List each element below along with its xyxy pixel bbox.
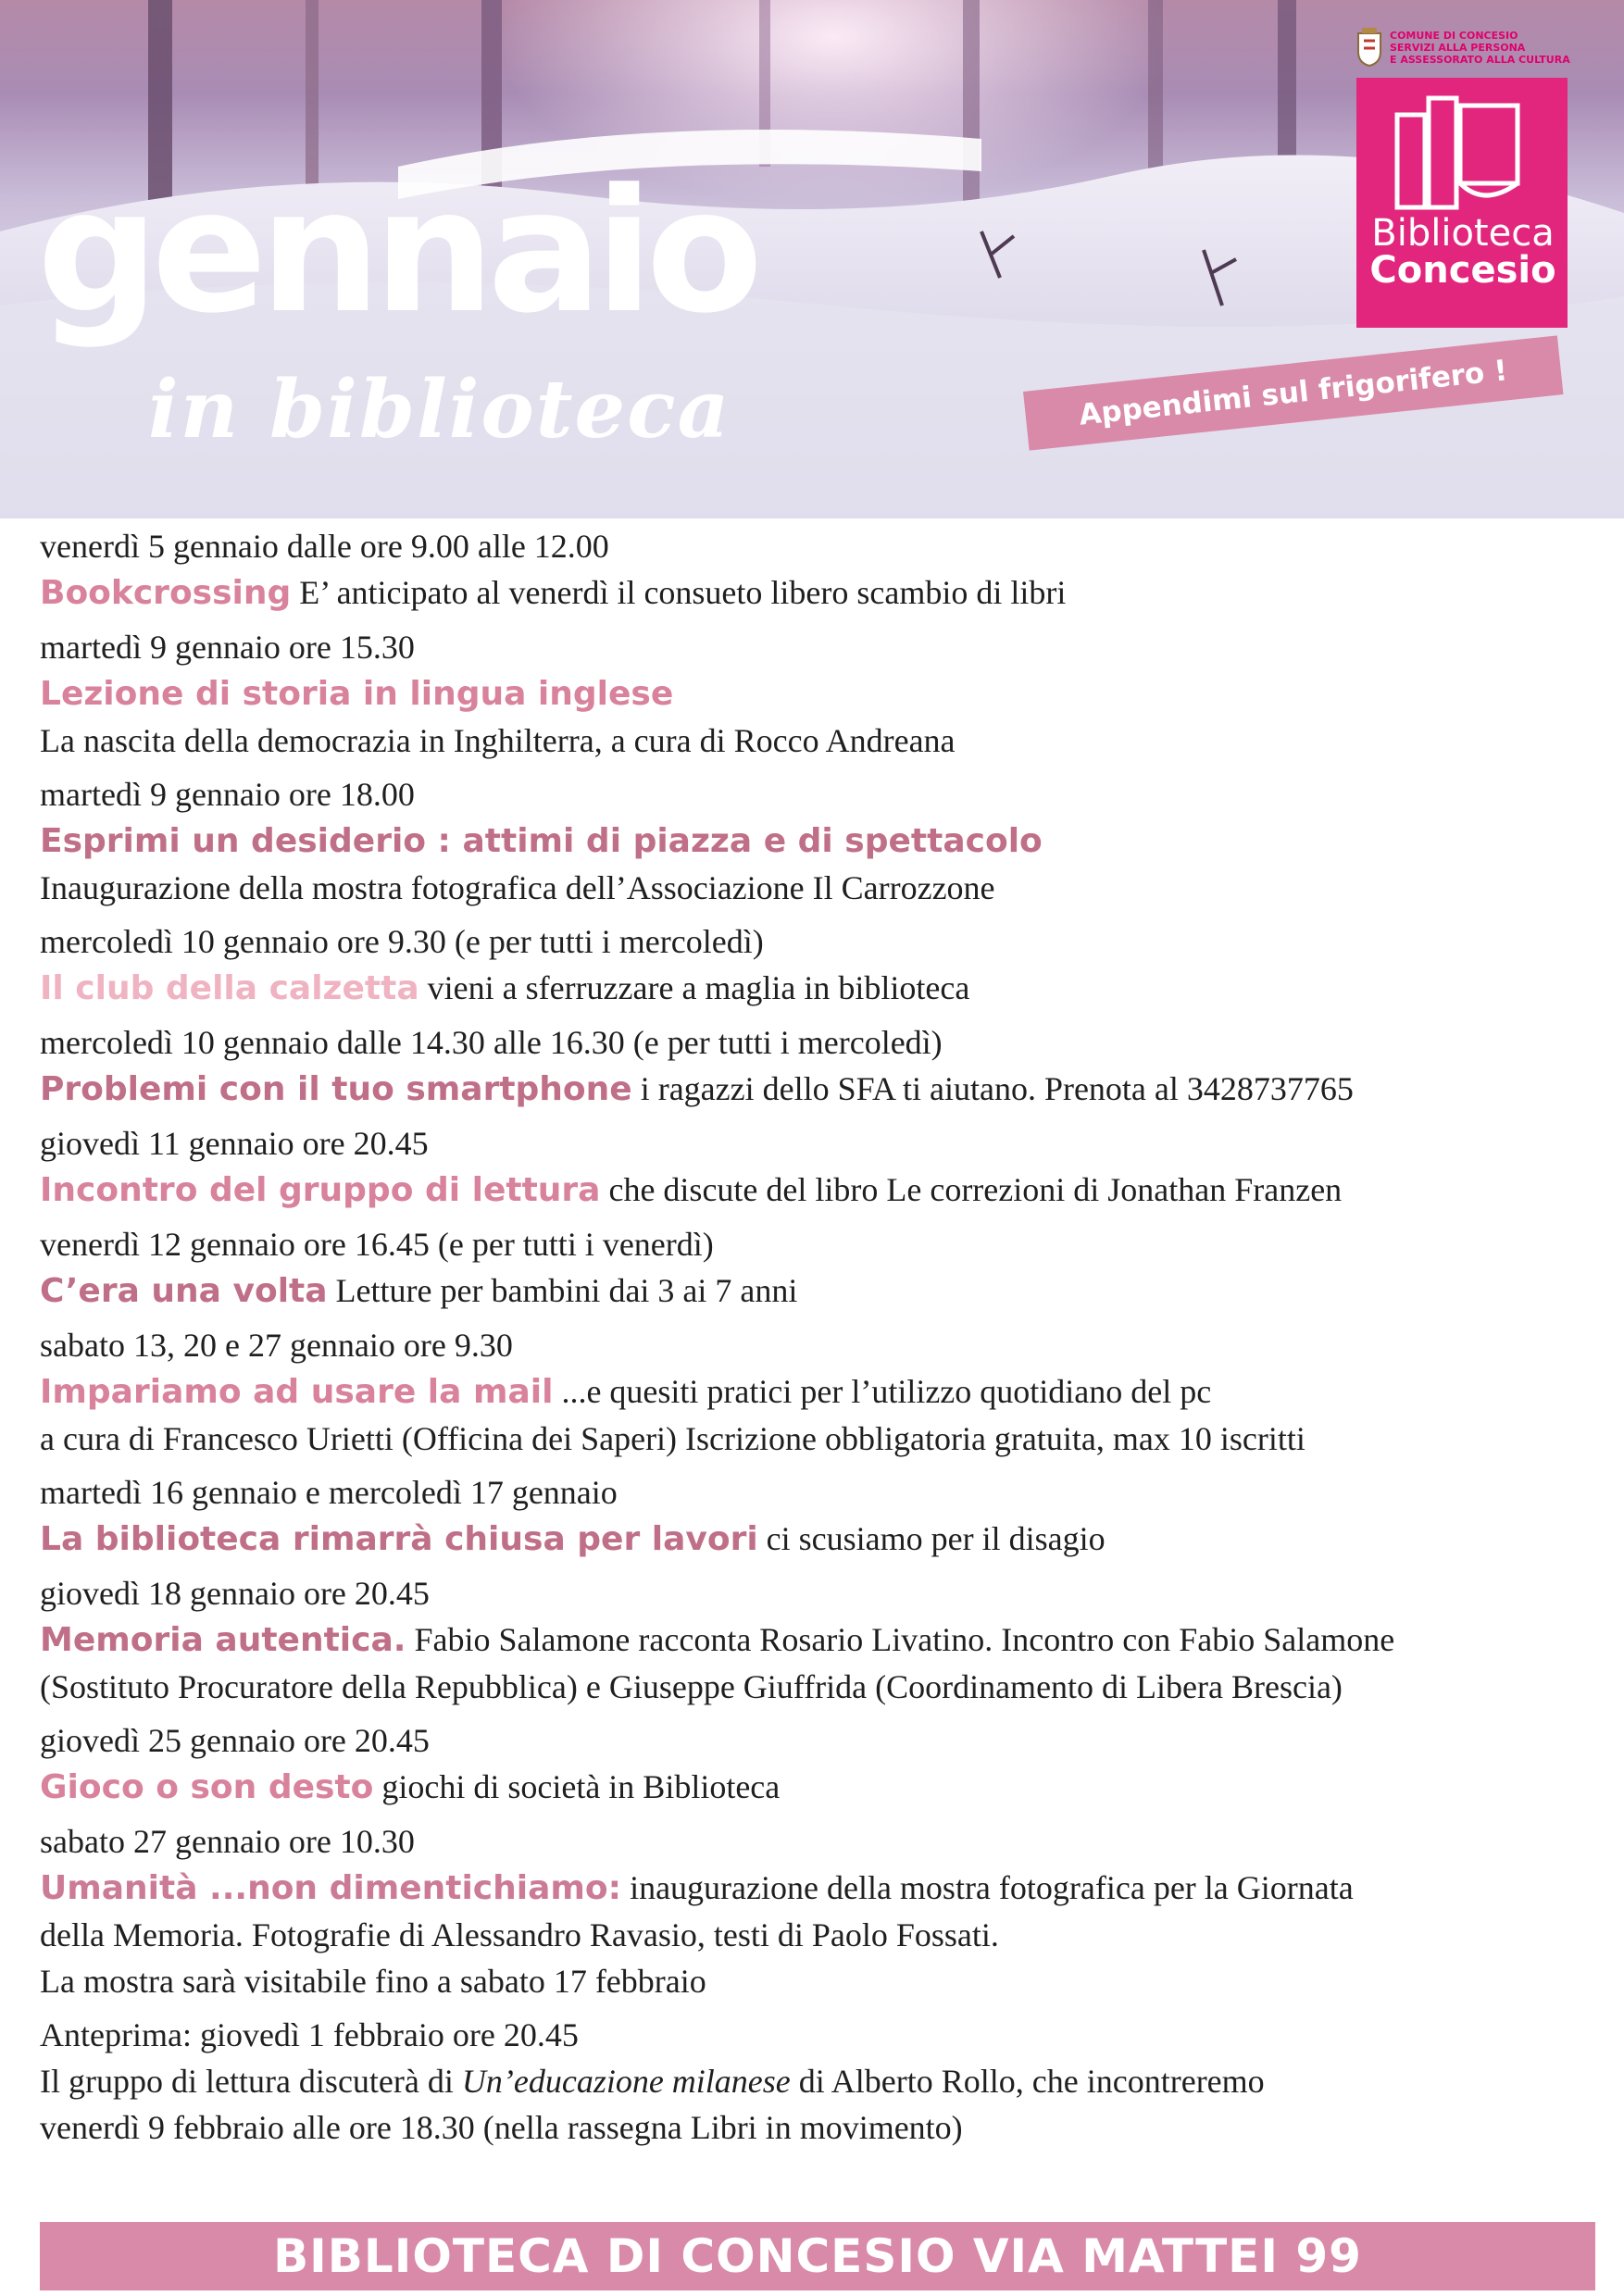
event-description: vieni a sferruzzare a maglia in biblioteca [418, 969, 970, 1006]
event-date: sabato 27 gennaio ore 10.30 [40, 1823, 415, 1860]
event-title: La biblioteca rimarrà chiusa per lavori [40, 1520, 758, 1558]
event-title: Incontro del gruppo di lettura [40, 1171, 601, 1209]
event-item [40, 1469, 1595, 1563]
book-title: Un’educazione milanese [461, 2063, 791, 2100]
footer-address-banner: BIBLIOTECA DI CONCESIO VIA MATTEI 99 [40, 2222, 1595, 2290]
event-list [40, 523, 1595, 2158]
comune-line: E ASSESSORATO ALLA CULTURA [1390, 54, 1570, 66]
preview-item [40, 2012, 1595, 2151]
event-description: che discute del libro Le correzioni di Jonathan Franzen [600, 1171, 1343, 1208]
event-item [40, 1717, 1595, 1811]
event-date: martedì 9 gennaio ore 18.00 [40, 776, 415, 813]
event-item [40, 1818, 1595, 2004]
comune-text [1390, 30, 1575, 66]
event-item [40, 771, 1595, 911]
event-item [40, 1322, 1595, 1462]
event-description-2: a cura di Francesco Urietti (Officina dei Saperi) Iscrizione obbligatoria gratuita, max 10 iscritti [40, 1420, 1305, 1457]
page-subtitle: in biblioteca [148, 363, 731, 456]
event-title: Gioco o son desto [40, 1768, 374, 1806]
coat-of-arms-icon [1356, 28, 1382, 67]
event-title: Bookcrossing [40, 574, 292, 612]
event-description: E’ anticipato al venerdì il consueto libero scambio di libri [291, 574, 1067, 611]
event-title: Lezione di storia in lingua inglese [40, 675, 674, 713]
event-description: Inaugurazione della mostra fotografica dell’Associazione Il Carrozzone [40, 869, 995, 906]
header-banner [0, 0, 1624, 518]
fridge-banner: Appendimi sul frigorifero ! [1023, 335, 1564, 450]
preview-text: Il gruppo di lettura discuterà di [40, 2063, 462, 2100]
event-description: Fabio Salamone racconta Rosario Livatino. Incontro con Fabio Salamone [406, 1621, 1395, 1658]
event-item [40, 1570, 1595, 1710]
event-title: C’era una volta [40, 1272, 328, 1310]
event-date: mercoledì 10 gennaio dalle 14.30 alle 16.30 (e per tutti i mercoledì) [40, 1024, 943, 1061]
event-description: ...e quesiti pratici per l’utilizzo quotidiano del pc [553, 1373, 1212, 1410]
event-date: martedì 9 gennaio ore 15.30 [40, 629, 415, 666]
comune-line: SERVIZI ALLA PERSONA [1390, 42, 1526, 54]
event-item [40, 1221, 1595, 1315]
event-title: Impariamo ad usare la mail [40, 1373, 554, 1411]
event-date: sabato 13, 20 e 27 gennaio ore 9.30 [40, 1327, 513, 1364]
event-description: giochi di società in Biblioteca [373, 1768, 781, 1805]
event-title: Umanità ...non dimentichiamo: [40, 1869, 622, 1907]
event-description: ci scusiamo per il disagio [757, 1520, 1106, 1557]
event-date: martedì 16 gennaio e mercoledì 17 gennaio [40, 1474, 618, 1511]
event-date: venerdì 12 gennaio ore 16.45 (e per tutti i venerdì) [40, 1226, 714, 1263]
preview-date: Anteprima: giovedì 1 febbraio ore 20.45 [40, 2016, 579, 2053]
event-description-2: della Memoria. Fotografie di Alessandro Ravasio, testi di Paolo Fossati. [40, 1916, 999, 1953]
page-title: gennaio [37, 153, 756, 351]
logo-box [1356, 78, 1568, 328]
event-description-3: La mostra sarà visitabile fino a sabato 17 febbraio [40, 1963, 706, 2000]
event-date: mercoledì 10 gennaio ore 9.30 (e per tutti i mercoledì) [40, 923, 764, 960]
preview-meeting: venerdì 9 febbraio alle ore 18.30 (nella rassegna Libri in movimento) [40, 2109, 963, 2146]
preview-text: di Alberto Rollo, che incontreremo [790, 2063, 1265, 2100]
event-item [40, 918, 1595, 1012]
event-description: i ragazzi dello SFA ti aiutano. Prenota al 3428737765 [631, 1070, 1354, 1107]
event-description: inaugurazione della mostra fotografica per la Giornata [621, 1869, 1354, 1906]
event-date: giovedì 18 gennaio ore 20.45 [40, 1575, 430, 1612]
event-description-2: (Sostituto Procuratore della Repubblica) e Giuseppe Giuffrida (Coordinamento di Libera Brescia) [40, 1668, 1343, 1705]
books-icon [1392, 89, 1530, 214]
event-title: Il club della calzetta [40, 969, 419, 1007]
comune-line: COMUNE DI CONCESIO [1390, 30, 1518, 42]
event-item [40, 1019, 1595, 1113]
event-description: La nascita della democrazia in Inghilterra, a cura di Rocco Andreana [40, 722, 956, 759]
event-title: Esprimi un desiderio : attimi di piazza e di spettacolo [40, 822, 1043, 860]
event-item [40, 523, 1595, 617]
event-description: Letture per bambini dai 3 ai 7 anni [327, 1272, 798, 1309]
logo-line-1: Biblioteca [1371, 212, 1555, 255]
logo-line-2: Concesio [1369, 249, 1556, 292]
event-title: Problemi con il tuo smartphone [40, 1070, 632, 1108]
preview-description [40, 2058, 1595, 2104]
event-date: giovedì 25 gennaio ore 20.45 [40, 1722, 430, 1759]
event-date: venerdì 5 gennaio dalle ore 9.00 alle 12.00 [40, 528, 609, 565]
event-date: giovedì 11 gennaio ore 20.45 [40, 1125, 429, 1162]
event-item [40, 624, 1595, 764]
event-title: Memoria autentica. [40, 1621, 406, 1659]
event-item [40, 1120, 1595, 1214]
